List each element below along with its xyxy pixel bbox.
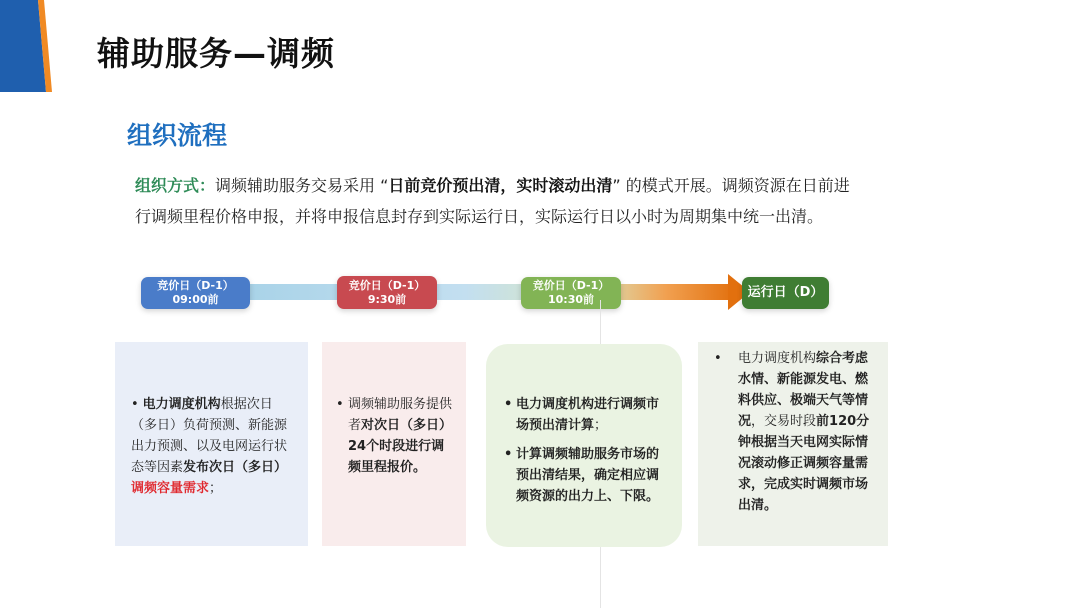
intro-text-2: ” 的模式开展。调频资源在日前进行调频里程价格申报，并将申报信息封存到实际运行日，实际运行日以小时为周期集中统一出清。 [135,176,850,226]
step-box-quotation [322,342,466,546]
stage-time: 09:00前 [172,293,219,306]
box-text: 根据次日（多日）负荷预测、新能源出力预测、以及电网运行状态等因素 [131,397,288,475]
list-item [336,394,454,478]
list-item [504,394,668,436]
step-box-pre-clearing [486,344,682,547]
stage-bid-0900 [141,277,250,309]
list-item [504,444,668,507]
box-bold: 综合考虑水情、新能源发电、燃料供应、极端天气等情况 [738,351,869,429]
page-title: 辅助服务—调频 [97,34,335,73]
section-title: 组织流程 [127,121,228,150]
bullet-icon: • [714,351,722,366]
box-text: 调频辅助服务提供者 [348,397,453,433]
box-text: 电力调度机构 [738,351,817,366]
box-text: ； [594,418,608,433]
bullet-icon: • [504,447,513,462]
list-item [131,394,294,499]
box-highlight: 调频容量需求 [131,481,210,496]
intro-text-1: 调频辅助服务交易采用 “ [215,176,389,195]
stage-label: 竞价日（D-1） [157,279,234,292]
timeline-track [245,284,735,300]
box-bold: 电力调度机构 [142,397,221,412]
step-box-capacity-demand [115,342,308,546]
bullet-icon: • [336,397,344,412]
box-text: ，交易时段 [751,414,817,429]
intro-label: 组织方式： [135,176,216,195]
stage-operation-day [742,277,829,309]
box-text: ； [209,481,223,496]
list-item [712,348,878,516]
intro-paragraph [135,170,865,232]
corner-decoration [0,0,60,92]
box-bold: 对次日（多日）24个时段进行调频里程报价。 [348,418,453,475]
stage-label: 竞价日（D-1） [532,279,610,292]
box-bold: 前120分钟根据当天电网实际情况滚动修正调频容量需求，完成实时调频市场出清。 [738,414,870,513]
stage-label: 运行日（D） [747,285,824,300]
box-text: 计算调频辅助服务市场的预出清结果，确定相应调频资源的出力上、下限。 [516,447,660,504]
stage-bid-0930 [337,276,437,309]
stage-time: 9:30前 [367,292,407,306]
box-bold: 发布次日（多日） [183,460,288,475]
stage-time: 10:30前 [547,293,594,306]
box-text: 电力调度机构进行调频市场预出清计算 [516,397,660,433]
intro-bold: 日前竞价预出清，实时滚动出清 [388,176,613,195]
bullet-icon: • [504,397,513,412]
stage-bid-1030 [521,277,621,309]
step-box-realtime-clearing [698,342,888,546]
bullet-icon: • [131,397,139,412]
stage-label: 竞价日（D-1） [348,278,426,292]
